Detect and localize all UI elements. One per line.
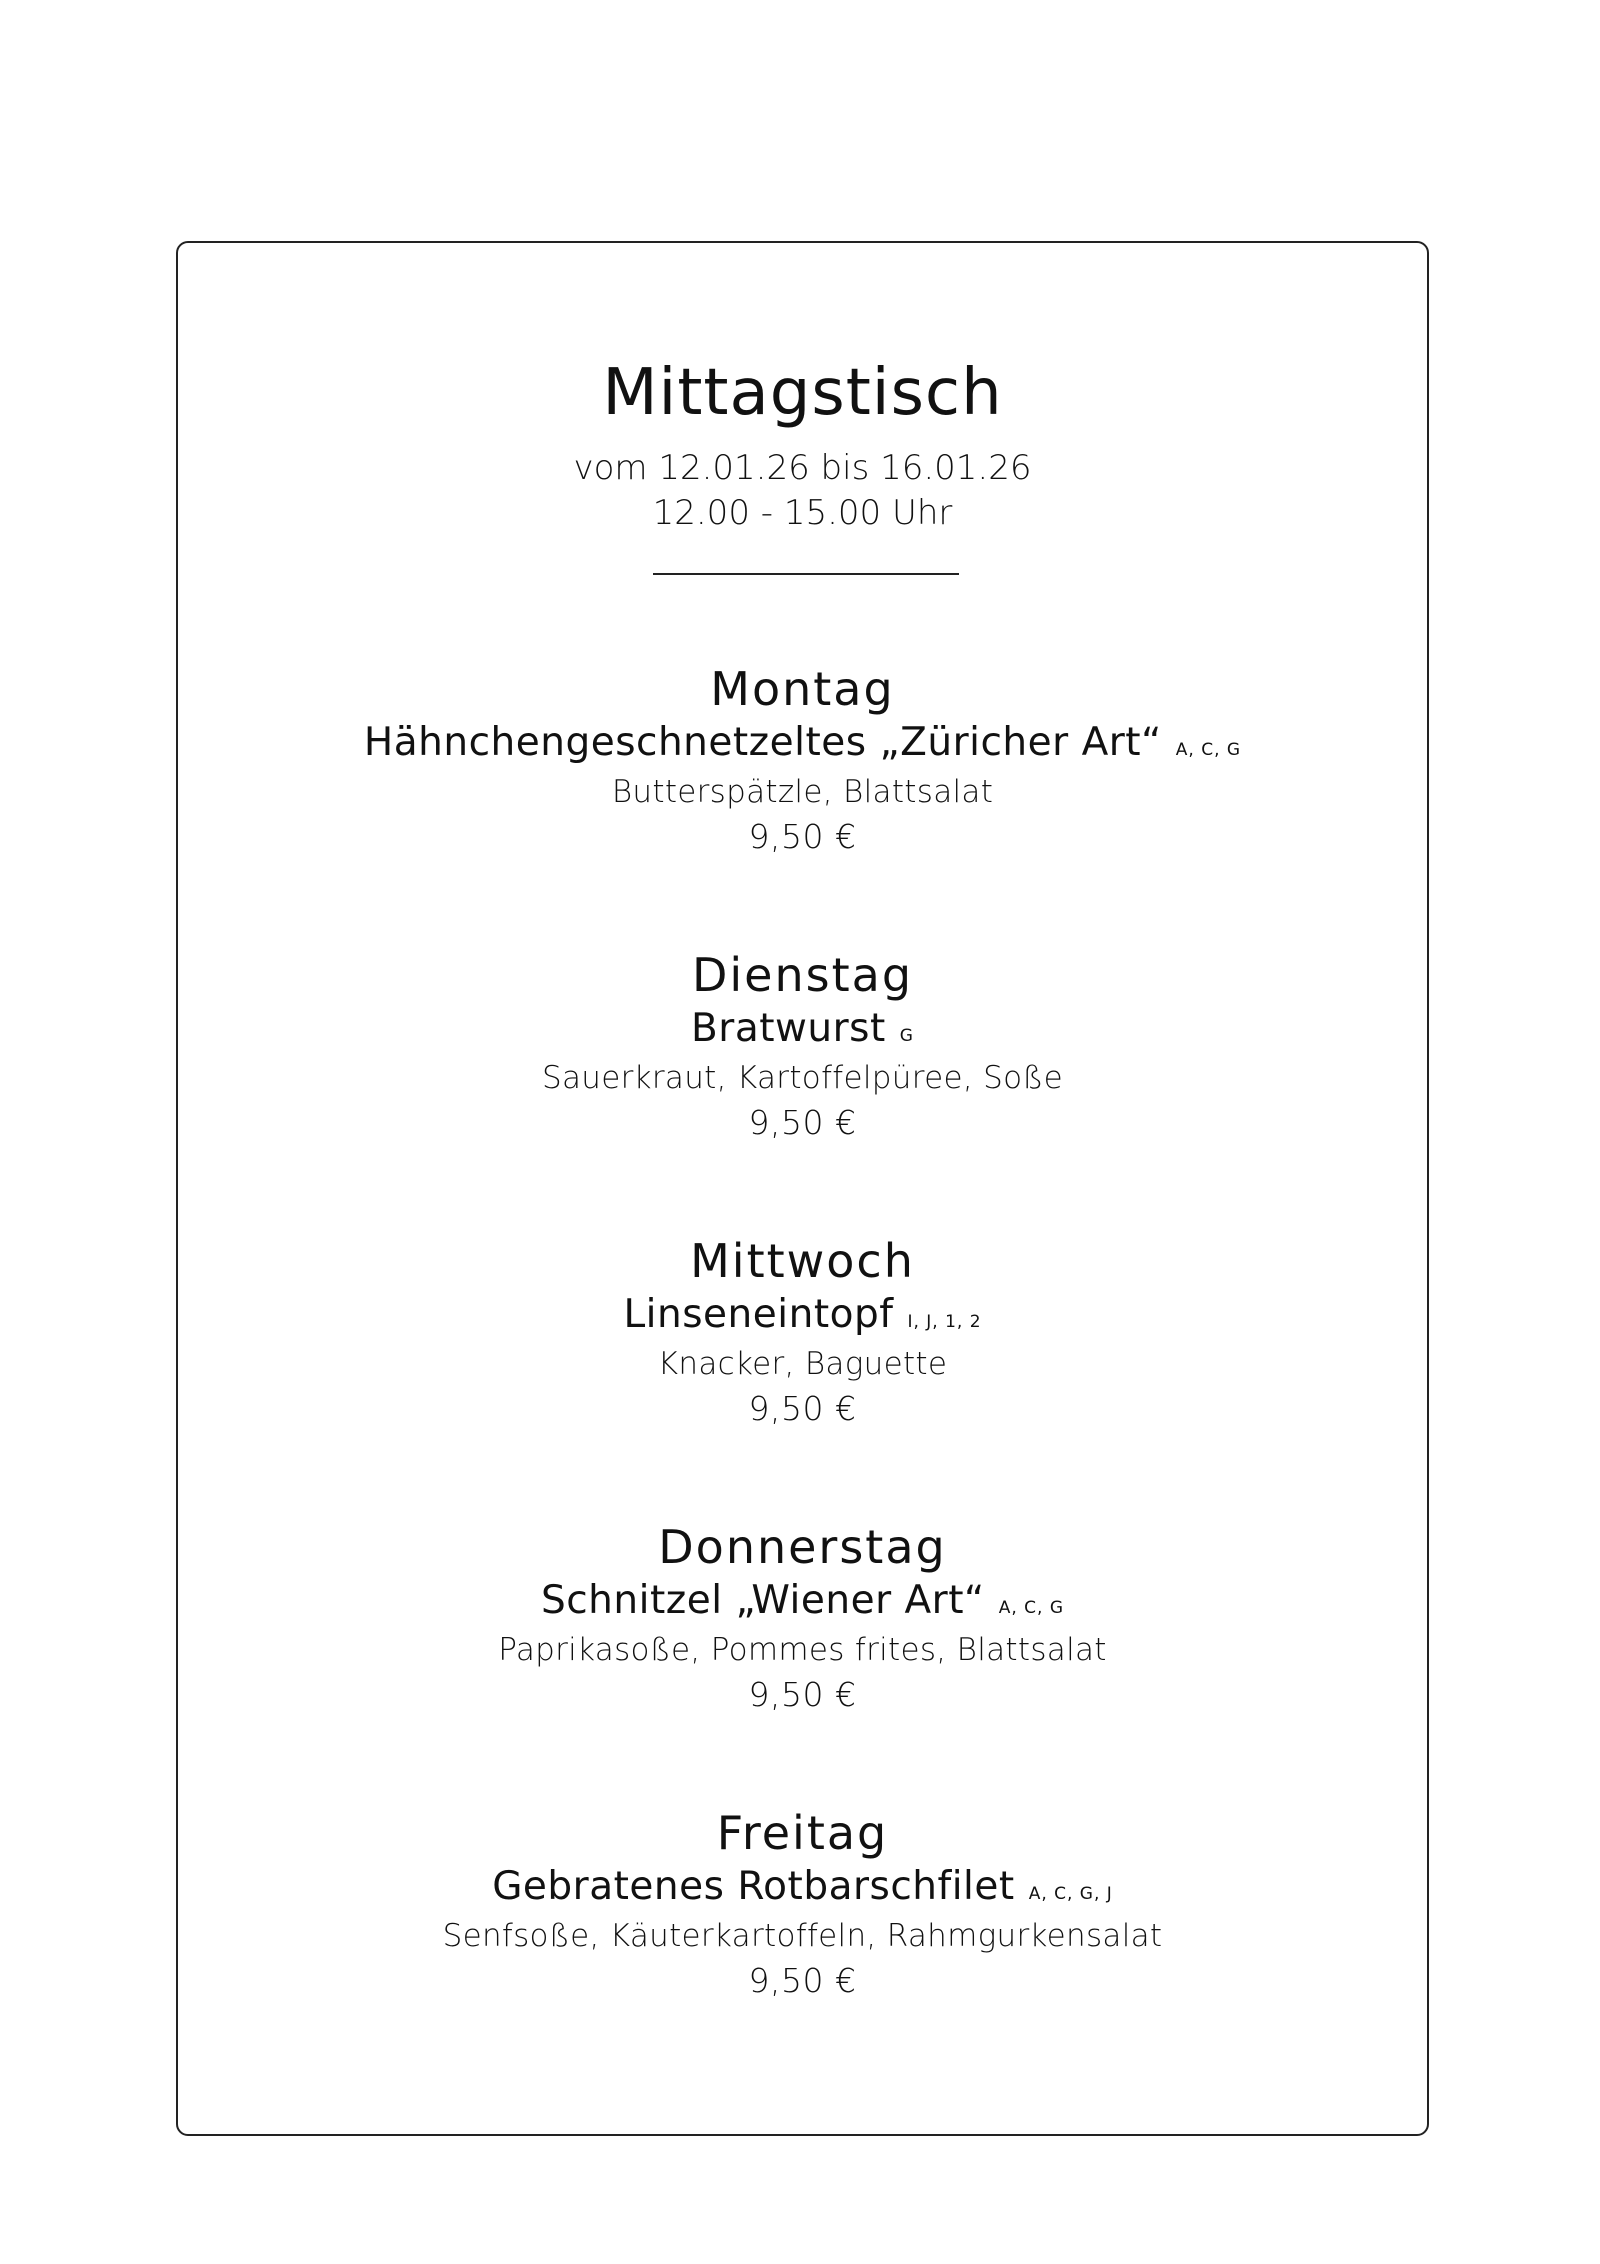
allergen-codes: I, J, 1, 2	[907, 1312, 982, 1332]
dish-sides: Sauerkraut, Kartoffelpüree, Soße	[541, 1060, 1064, 1096]
dish-price: 9,50 €	[748, 1961, 857, 2000]
date-range: vom 12.01.26 bis 16.01.26	[573, 448, 1032, 488]
dish-title: Hähnchengeschnetzeltes „Züricher Art“	[363, 720, 1162, 765]
dish-sides: Butterspätzle, Blattsalat	[611, 774, 994, 810]
dish-title: Gebratenes Rotbarschfilet	[492, 1864, 1015, 1909]
day-section-dienstag	[178, 947, 1427, 1145]
dish-title: Bratwurst	[691, 1006, 886, 1051]
page-title: Mittagstisch	[602, 356, 1003, 430]
dish-name	[178, 1575, 1427, 1629]
menu-card	[176, 241, 1429, 2136]
dish-price: 9,50 €	[748, 1103, 857, 1142]
day-name: Mittwoch	[690, 1234, 915, 1288]
day-section-freitag	[178, 1805, 1427, 2003]
allergen-codes: A, C, G	[998, 1598, 1065, 1618]
allergen-codes: A, C, G	[1175, 740, 1242, 760]
dish-name	[178, 717, 1427, 771]
day-name: Dienstag	[691, 948, 914, 1002]
dish-sides: Senfsoße, Käuterkartoffeln, Rahmgurkensalat	[442, 1918, 1163, 1954]
dish-sides: Knacker, Baguette	[657, 1346, 948, 1382]
dish-name	[178, 1289, 1427, 1343]
day-section-donnerstag	[178, 1519, 1427, 1717]
dish-title: Schnitzel „Wiener Art“	[540, 1578, 985, 1623]
title-divider	[653, 573, 959, 575]
allergen-codes: G	[899, 1026, 914, 1046]
dish-title: Linseneintopf	[623, 1292, 894, 1337]
dish-name	[178, 1861, 1427, 1915]
day-name: Donnerstag	[658, 1520, 947, 1574]
dish-price: 9,50 €	[748, 1389, 857, 1428]
day-section-mittwoch	[178, 1233, 1427, 1431]
opening-hours: 12.00 - 15.00 Uhr	[652, 493, 953, 533]
day-name: Freitag	[716, 1806, 889, 1860]
day-name: Montag	[710, 662, 895, 716]
dish-price: 9,50 €	[748, 1675, 857, 1714]
day-section-montag	[178, 661, 1427, 859]
dish-price: 9,50 €	[748, 817, 857, 856]
dish-name	[178, 1003, 1427, 1057]
dish-sides: Paprikasoße, Pommes frites, Blattsalat	[498, 1632, 1107, 1668]
allergen-codes: A, C, G, J	[1028, 1884, 1113, 1904]
